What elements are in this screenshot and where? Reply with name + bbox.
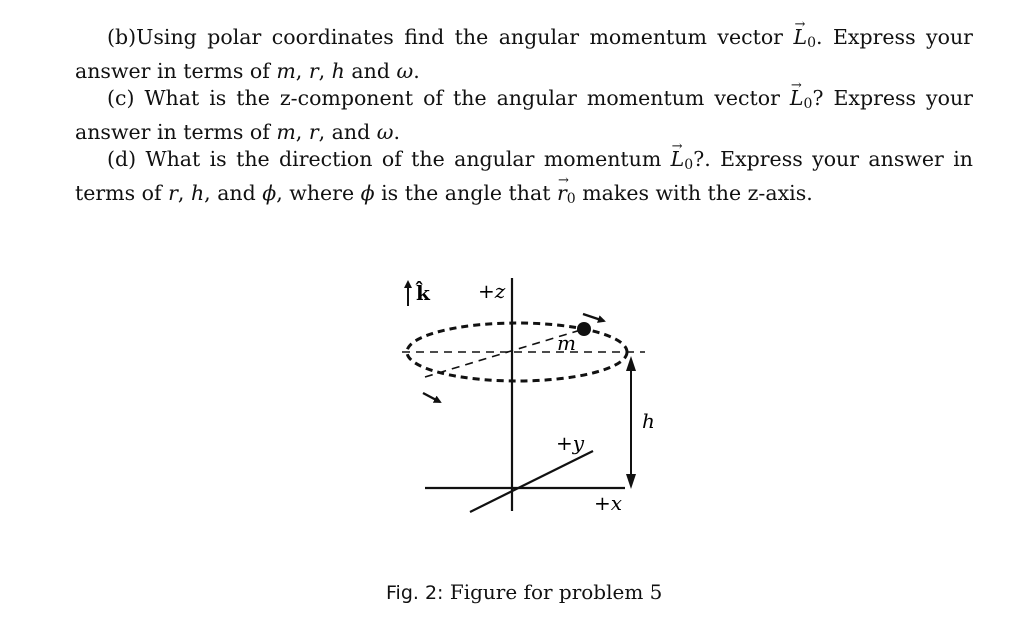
rotation-arrow-bottom [423, 393, 440, 402]
rotation-arrow-top [583, 314, 604, 321]
y-axis [470, 451, 593, 512]
caption-label: Fig. 2: [386, 582, 444, 604]
part-d-label: (d) [107, 147, 137, 171]
x-axis-label: +x [594, 491, 623, 515]
part-c-label: (c) [107, 86, 135, 110]
part-d: (d) What is the direction of the angular momentum → $L_0$?. Express your answer in terms of r, h, and ϕ, where ϕ is the angle that → $r_0$ makes with the z-axis. [75, 146, 973, 213]
part-b-label: (b) [107, 25, 137, 49]
vector-L0: → L [793, 24, 807, 52]
part-b: (b)Using polar coordinates find the angular momentum vector → $L_0$. Express your answer in terms of m, r, h and ω. [75, 24, 973, 85]
mass-point [577, 322, 591, 336]
y-axis-label: +y [556, 431, 585, 455]
mass-label: m [557, 331, 576, 355]
h-label: h [642, 409, 655, 433]
vector-r0: → r [557, 180, 567, 208]
z-axis-label: +z [478, 279, 506, 303]
caption-text: Figure for problem 5 [443, 580, 663, 604]
h-arrow-top [626, 356, 636, 371]
vector-L0: → L [671, 146, 685, 174]
k-hat-label: k̂ [416, 281, 430, 305]
vector-L0: → L [790, 85, 804, 113]
figure-caption [386, 580, 662, 604]
part-c: (c) What is the z-component of the angular momentum vector → $L_0$? Express your answer in terms of m, r, and ω. [75, 85, 973, 146]
h-arrow-bottom [626, 474, 636, 489]
